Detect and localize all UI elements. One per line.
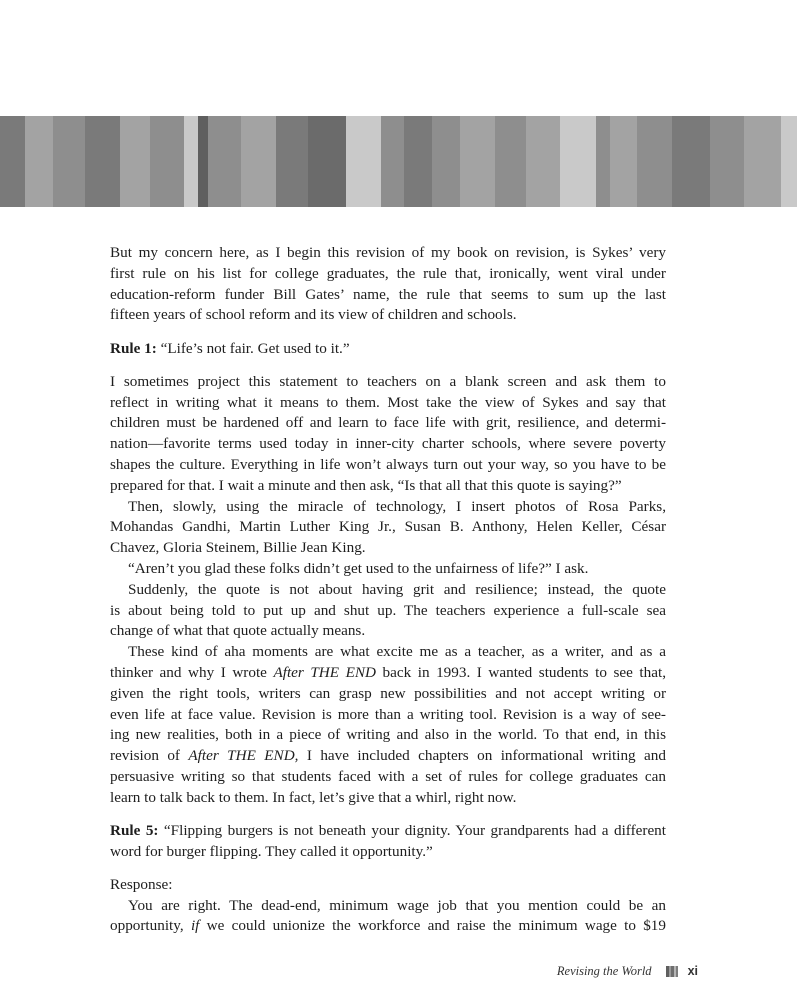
response-label: Response: (110, 875, 173, 893)
text-line: Then, slowly, using the miracle of technology, I insert photos of Rosa Parks, (128, 497, 666, 515)
decorative-stripe (208, 116, 241, 207)
rule-1-text: “Life’s not fair. Get used to it.” (156, 339, 350, 357)
decorative-stripe (460, 116, 495, 207)
text-line: given the right tools, writers can grasp new possibilities and not accept writing or (110, 684, 666, 702)
decorative-stripe (495, 116, 526, 207)
text-line: learn to talk back to them. In fact, let’s give that a whirl, right now. (110, 788, 517, 806)
decorative-stripe (308, 116, 346, 207)
decorative-stripe (198, 116, 208, 207)
text-line: thinker and why I wrote After THE END back in 1993. I wanted students to see that, (110, 663, 666, 681)
footer-stripe-mark (666, 966, 678, 977)
paragraph-photos (110, 497, 666, 559)
text-line: opportunity, if we could unionize the workforce and raise the minimum wage to $19 (110, 917, 666, 935)
decorative-stripe (25, 116, 53, 207)
text-line: persuasive writing so that students faced with a set of rules for college graduates can (110, 767, 666, 785)
rule-1 (110, 339, 666, 360)
text-line: education-reform funder Bill Gates’ name, the rule that seems to sum up the last (110, 285, 666, 303)
paragraph-project (110, 372, 666, 497)
text-line: change of what that quote actually means. (110, 622, 366, 640)
text-line: revision of After THE END, I have included chapters on informational writing and (110, 747, 666, 765)
decorative-stripe (85, 116, 120, 207)
text-line: I sometimes project this statement to teachers on a blank screen and ask them to (110, 372, 666, 390)
decorative-stripe (276, 116, 308, 207)
decorative-stripe (596, 116, 610, 207)
paragraph-response (110, 896, 666, 938)
decorative-stripe (381, 116, 404, 207)
text-line: word for burger flipping. They called it opportunity.” (110, 842, 433, 860)
emphasis-if: if (190, 917, 200, 935)
decorative-stripe (53, 116, 85, 207)
decorative-stripe (184, 116, 198, 207)
page-number: xi (687, 964, 698, 978)
paragraph-suddenly (110, 580, 666, 642)
decorative-stripe (672, 116, 710, 207)
book-title: After THE END (273, 663, 376, 681)
text-line: Suddenly, the quote is not about having grit and resilience; instead, the quote (128, 580, 666, 598)
decorative-stripe (744, 116, 781, 207)
text-line: first rule on his list for college graduates, the rule that, ironically, went viral under (110, 264, 666, 282)
text-line: children must be hardened off and learn to face life with grit, resilience, and determi- (110, 414, 666, 432)
rule-1-label: Rule 1: (110, 339, 157, 357)
paragraph-question (110, 559, 666, 580)
text-line: Chavez, Gloria Steinem, Billie Jean King. (110, 539, 366, 557)
running-head: Revising the World (556, 963, 652, 978)
text-line: prepared for that. I wait a minute and then ask, “Is that all that this quote is saying?” (110, 476, 622, 494)
decorative-stripe (150, 116, 184, 207)
paragraph-aha (110, 642, 666, 808)
decorative-stripe (560, 116, 596, 207)
text-line: reflect in writing what it means to them. Most take the view of Sykes and say that (110, 393, 666, 411)
decorative-stripe (610, 116, 637, 207)
book-title: After THE END, (188, 747, 299, 765)
decorative-stripe-band (0, 116, 810, 207)
decorative-stripe (0, 116, 25, 207)
body-text (110, 243, 666, 937)
text-line: even life at face value. Revision is more than a writing tool. Revision is a way of see- (110, 705, 666, 723)
decorative-stripe (637, 116, 672, 207)
decorative-stripe (432, 116, 460, 207)
text-line: Mohandas Gandhi, Martin Luther King Jr., Susan B. Anthony, Helen Keller, César (110, 518, 666, 536)
rule-5 (110, 821, 666, 863)
text-line: nation—favorite terms used today in inner-city charter schools, where severe poverty (110, 435, 666, 453)
text-line: “Aren’t you glad these folks didn’t get used to the unfairness of life?” I ask. (128, 559, 589, 577)
page-footer (460, 962, 698, 980)
text-line: These kind of aha moments are what excite me as a teacher, as a writer, and as a (128, 643, 666, 661)
decorative-stripe (120, 116, 150, 207)
text-line: shapes the culture. Everything in life won’t always turn out your way, so you have to be (110, 455, 666, 473)
rule-5-label: Rule 5: (110, 821, 159, 839)
decorative-stripe (781, 116, 797, 207)
decorative-stripe (404, 116, 432, 207)
decorative-stripe (346, 116, 381, 207)
text-line: ing new realities, both in a piece of writing and also in the world. To that end, in this (110, 726, 666, 744)
decorative-stripe (241, 116, 276, 207)
text-line: But my concern here, as I begin this revision of my book on revision, is Sykes’ very (110, 244, 666, 261)
decorative-stripe (526, 116, 560, 207)
paragraph-intro (110, 243, 666, 326)
text-line: fifteen years of school reform and its view of children and schools. (110, 306, 517, 324)
text-line: Rule 5: “Flipping burgers is not beneath your dignity. Your grandparents had a different (110, 821, 666, 839)
decorative-stripe (710, 116, 744, 207)
text-line: is about being told to put up and shut up. The teachers experience a full-scale sea (110, 601, 666, 619)
text-line: You are right. The dead-end, minimum wage job that you mention could be an (128, 896, 666, 914)
